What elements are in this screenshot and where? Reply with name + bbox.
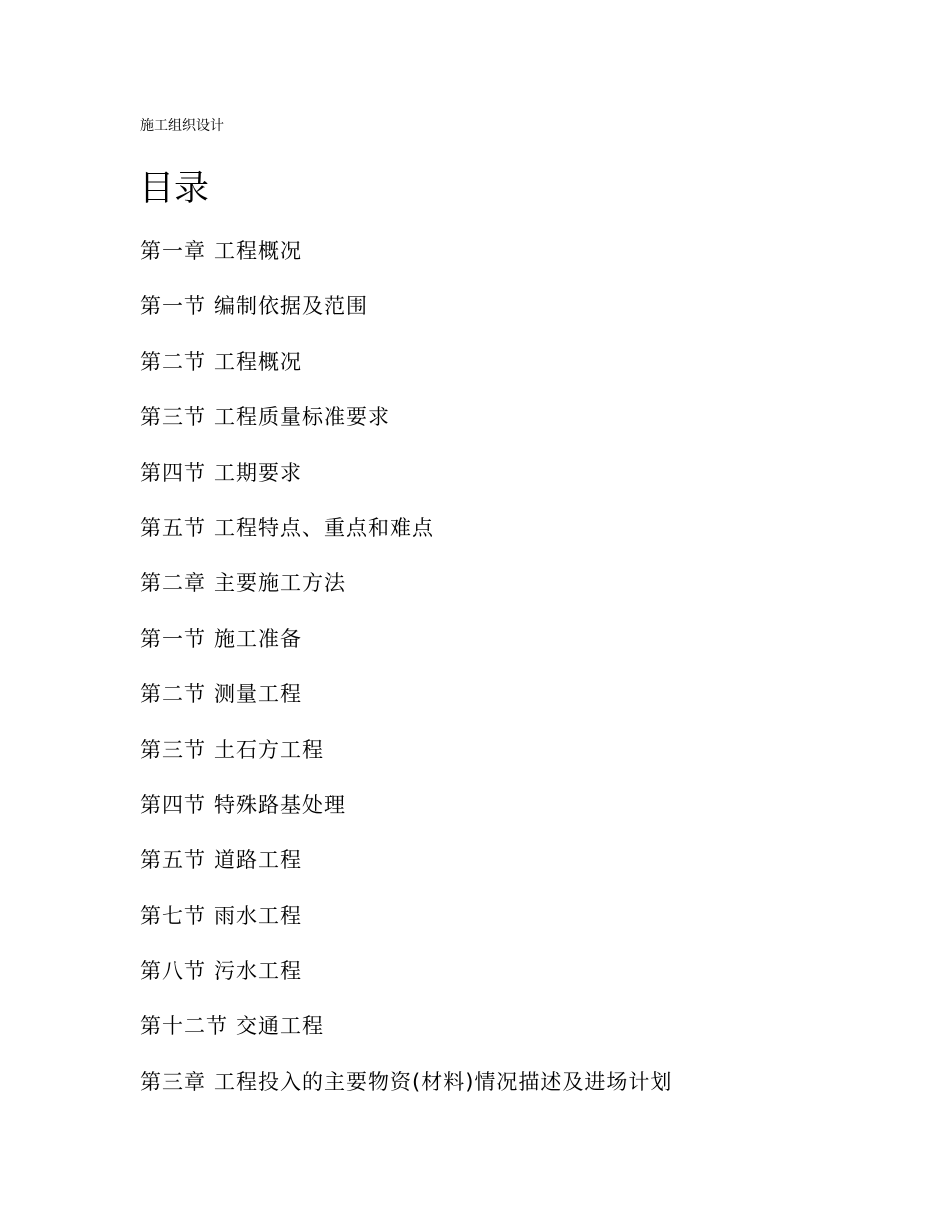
toc-item[interactable] (140, 568, 672, 623)
toc-item-number: 第一节 (140, 626, 206, 651)
toc-item-text: 主要施工方法 (214, 571, 346, 596)
toc-item[interactable] (140, 1011, 672, 1066)
toc-item[interactable] (140, 624, 672, 679)
toc-item-text: 工程投入的主要物资(材料)情况描述及进场计划 (214, 1069, 673, 1094)
toc-item[interactable] (140, 790, 672, 845)
toc-title: 目录 (139, 169, 210, 209)
toc-item-text: 工程质量标准要求 (214, 405, 390, 430)
toc-item[interactable] (140, 901, 672, 956)
toc-item-text: 工程特点、重点和难点 (214, 515, 434, 540)
table-of-contents (140, 236, 672, 1122)
toc-item-text: 工程概况 (214, 239, 302, 263)
toc-item-number: 第二节 (140, 682, 206, 707)
toc-item-number: 第五节 (140, 848, 206, 873)
toc-item-number: 第三章 (140, 1069, 206, 1094)
toc-item-number: 第四节 (140, 460, 206, 485)
toc-item-number: 第一章 (140, 239, 206, 263)
toc-item-number: 第一节 (140, 294, 206, 319)
toc-item-text: 编制依据及范围 (214, 294, 368, 319)
toc-item-number: 第五节 (140, 515, 206, 540)
toc-item-text: 特殊路基处理 (214, 792, 346, 817)
page-header: 施工组织设计 (140, 118, 224, 134)
toc-item-number: 第四节 (140, 792, 206, 817)
toc-item-number: 第十二节 (140, 1014, 228, 1039)
toc-item-text: 污水工程 (214, 959, 302, 984)
toc-item-number: 第三节 (140, 737, 206, 762)
toc-item-text: 土石方工程 (214, 737, 324, 762)
toc-item[interactable] (140, 291, 672, 346)
toc-item-number: 第七节 (140, 903, 206, 928)
toc-item-text: 施工准备 (214, 626, 302, 651)
toc-item[interactable] (140, 845, 672, 900)
toc-item[interactable] (140, 679, 672, 734)
toc-item[interactable] (140, 513, 672, 568)
toc-item[interactable] (140, 458, 672, 513)
toc-item[interactable] (140, 402, 672, 457)
toc-item[interactable] (140, 1067, 672, 1122)
toc-item[interactable] (140, 735, 672, 790)
toc-item[interactable] (140, 347, 672, 402)
toc-item-text: 雨水工程 (214, 903, 302, 928)
toc-item-text: 测量工程 (214, 682, 302, 707)
toc-item-text: 工期要求 (214, 460, 302, 485)
toc-item-number: 第三节 (140, 405, 206, 430)
toc-item-number: 第八节 (140, 959, 206, 984)
toc-item-text: 交通工程 (236, 1014, 324, 1039)
toc-item-text: 工程概况 (214, 349, 302, 374)
toc-item[interactable] (140, 236, 672, 291)
toc-item-number: 第二节 (140, 349, 206, 374)
toc-item-number: 第二章 (140, 571, 206, 596)
toc-item-text: 道路工程 (214, 848, 302, 873)
toc-item[interactable] (140, 956, 672, 1011)
